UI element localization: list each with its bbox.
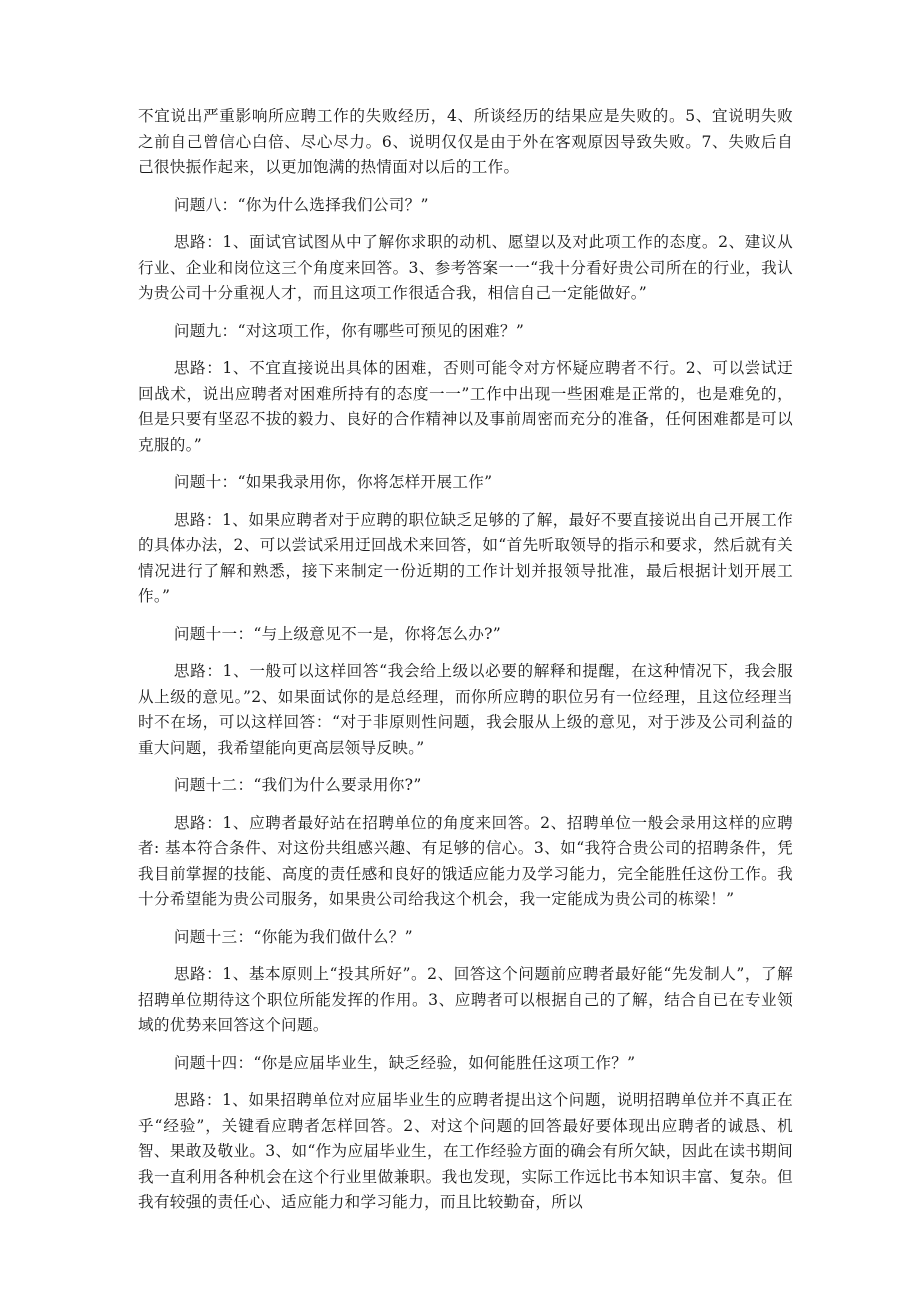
document-page [138, 104, 793, 1216]
question-9: 问题九：“对这项工作，你有哪些可预见的困难？” [173, 321, 525, 340]
question-14: 问题十四：“你是应届毕业生，缺乏经验，如何能胜任这项工作？” [173, 1053, 636, 1072]
question-11: 问题十一：“与上级意见不一是，你将怎么办?” [173, 624, 502, 643]
answer-13: 思路：1、基本原则上“投其所好”。2、回答这个问题前应聘者最好能“先发制人”，了解招聘单位期待这个职位所能发挥的作用。3、应聘者可以根据自己的了解，结合自已在专业领域的优势来回答这个问题。 [138, 965, 793, 1034]
answer-12: 思路：1、应聘者最好站在招聘单位的角度来回答。2、招聘单位一般会录用这样的应聘者: 基本符合条件、对这份共组感兴趣、有足够的信心。3、如“我符合贵公司的招聘条件，凭我目前掌握的技能、高度的责任感和良好的饿适应能力及学习能力，完全能胜任这份工作。我十分希望能为贵公司服务，如果贵公司给我这个机会，我一定能成为贵公司的栋梁！” [138, 813, 793, 908]
answer-14: 思路：1、如果招聘单位对应届毕业生的应聘者提出这个问题，说明招聘单位并不真正在乎“经验”，关键看应聘者怎样回答。2、对这个问题的回答最好要体现出应聘者的诚恳、机智、果敢及敬业。3、如“作为应届毕业生，在工作经验方面的确会有所欠缺，因此在读书期间我一直利用各种机会在这个行业里做兼职。我也发现，实际工作远比书本知识丰富、复杂。但我有较强的责任心、适应能力和学习能力，而且比较勤奋，所以 [138, 1091, 793, 1211]
answer-8: 思路：1、面试官试图从中了解你求职的动机、愿望以及对此项工作的态度。2、建议从行业、企业和岗位这三个角度来回答。3、参考答案一一“我十分看好贵公司所在的行业，我认为贵公司十分重视人才，而且这项工作很适合我，相信自己一定能做好。” [138, 233, 793, 302]
answer-10: 思路：1、如果应聘者对于应聘的职位缺乏足够的了解，最好不要直接说出自己开展工作的具体办法，2、可以尝试采用迂回战术来回答，如“首先听取领导的指示和要求，然后就有关情况进行了解和熟悉，接下来制定一份近期的工作计划并报领导批准，最后根据计划开展工作。” [138, 510, 793, 605]
question-13: 问题十三：“你能为我们做什么？” [173, 927, 413, 946]
question-12: 问题十二：“我们为什么要录用你?” [173, 776, 422, 794]
question-10: 问题十：“如果我录用你，你将怎样开展工作” [173, 473, 493, 491]
question-8: 问题八：“你为什么选择我们公司？” [173, 195, 429, 214]
paragraph-continuation: 不宜说出严重影响所应聘工作的失败经历，4、所谈经历的结果应是失败的。5、宜说明失败之前自己曾信心白倍、尽心尽力。6、说明仅仅是由于外在客观原因导致失败。7、失败后自己很快振作起来，以更加饱满的热情面对以后的工作。 [138, 107, 793, 176]
answer-11: 思路：1、一般可以这样回答“我会给上级以必要的解释和提醒，在这种情况下，我会服从上级的意见。”2、如果面试你的是总经理，而你所应聘的职位另有一位经理，且这位经理当时不在场，可以这样回答：“对于非原则性问题，我会服从上级的意见，对于涉及公司利益的重大问题，我希望能向更高层领导反映。” [138, 662, 793, 757]
answer-9: 思路：1、不宜直接说出具体的困难，否则可能令对方怀疑应聘者不行。2、可以尝试迂回战术，说出应聘者对困难所持有的态度一一”工作中出现一些困难是正常的，也是难免的，但是只要有坚忍不拔的毅力、良好的合作精神以及事前周密而充分的准备，任何困难都是可以克服的。” [138, 359, 793, 454]
